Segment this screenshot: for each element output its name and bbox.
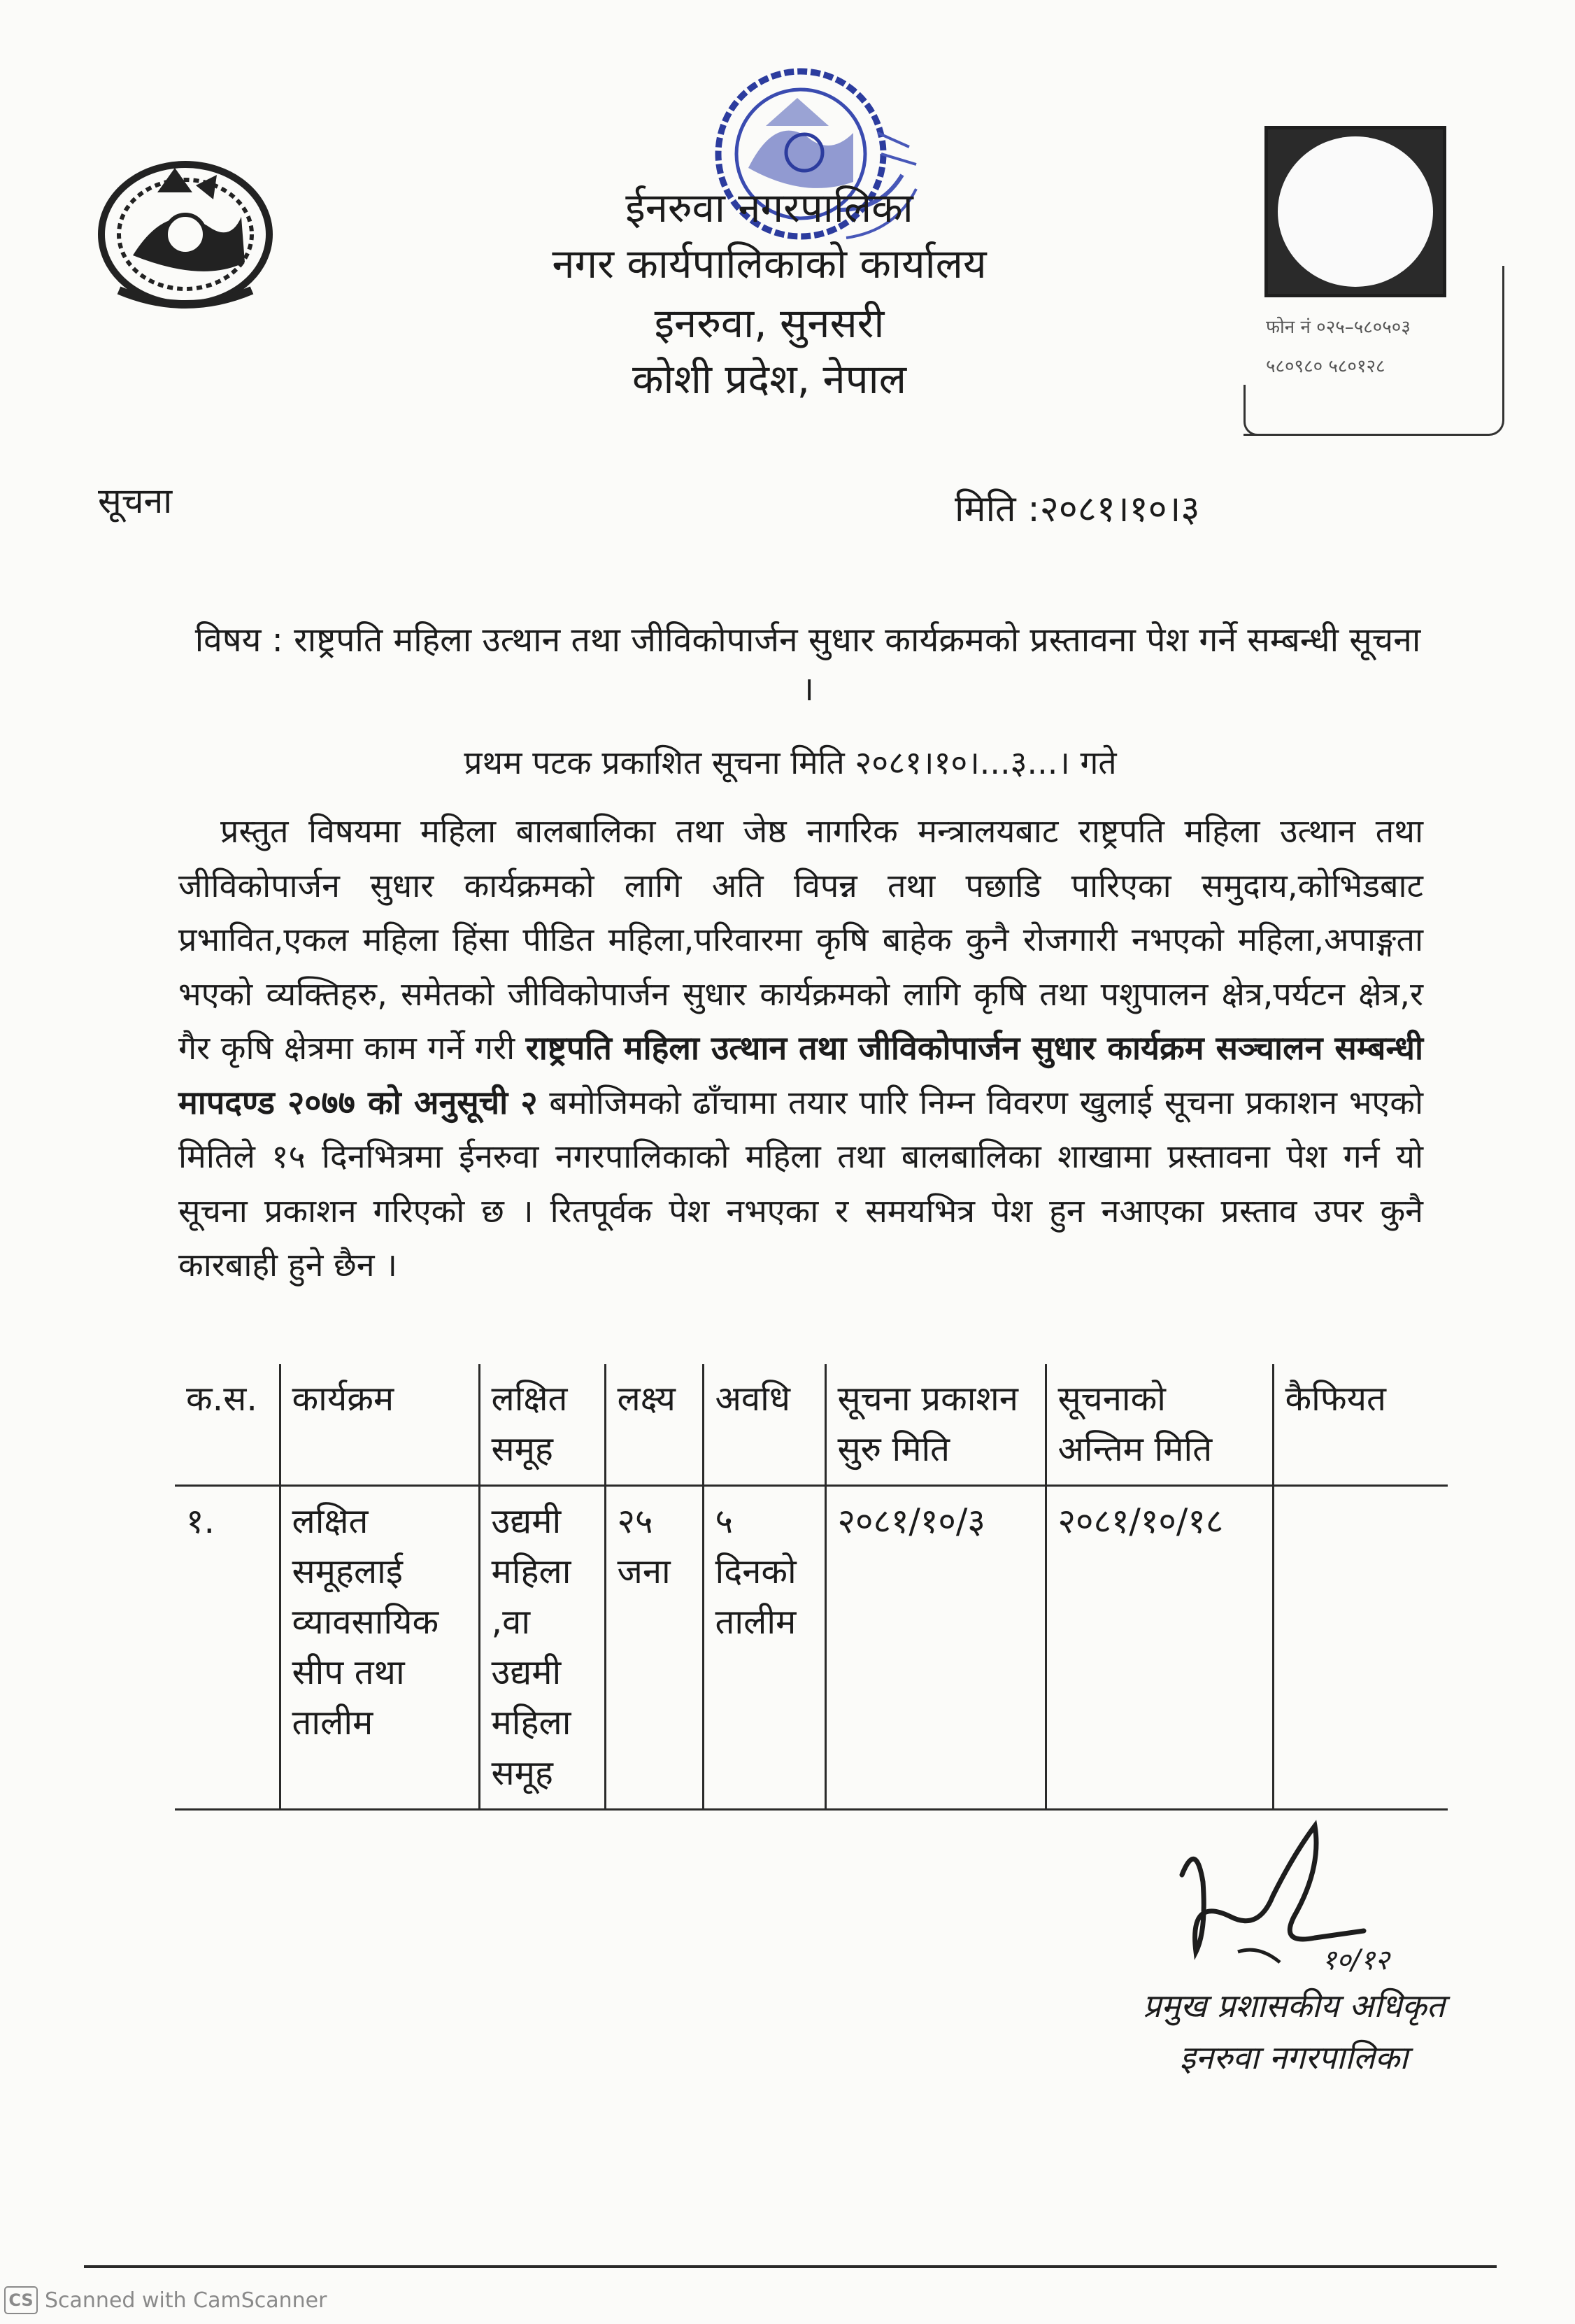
programme-table: [175, 1364, 1448, 1811]
scanner-text: Scanned with CamScanner: [45, 2288, 327, 2313]
notice-body: [178, 805, 1423, 1293]
phone-numbers: [1266, 308, 1497, 386]
first-publication-date: प्रथम पटक प्रकाशित सूचना मिति २०८१।१०।...३...। गते: [464, 744, 1117, 781]
signature: [1154, 1812, 1420, 1994]
body-bold-reference: राष्ट्रपति महिला उत्थान तथा जीविकोपार्जन सुधार कार्यक्रम सञ्चालन सम्बन्धी मापदण्ड २०७७ को अनुसूची २: [178, 1029, 1423, 1121]
signature-date-mark: १०/१२: [1322, 1944, 1390, 1976]
body-part-1: प्रस्तुत विषयमा महिला बालबालिका तथा जेष्ठ नागरिक मन्त्रालयबाट राष्ट्रपति महिला उत्थान तथा जीविकोपार्जन सुधार कार्यक्रमको लागि अति विपन्न तथा पछाडि पारिएका समुदाय,कोभिडबाट प्रभावित,एकल महिला हिंसा पीडित महिला,परिवारमा कृषि बाहेक कुनै रोजगारी नभएको महिला,अपाङ्गता भएको व्यक्तिहरु, समेतको जीविकोपार्जन सुधार कार्यक्रमको लागि कृषि तथा पशुपालन क्षेत्र,पर्यटन क्षेत्र,र गैर कृषि क्षेत्रमा काम गर्ने गरी: [178, 812, 1423, 1067]
cell-duration: ५ दिनको तालीम: [703, 1486, 825, 1810]
col-header-target-group: लक्षित समूह: [479, 1364, 605, 1486]
office-location: इनरुवा, सुनसरी: [654, 299, 885, 347]
municipality-name: ईनरुवा नगरपालिका: [625, 184, 913, 232]
cell-serial: १.: [175, 1486, 280, 1810]
notice-subject: [192, 616, 1423, 714]
col-header-serial: क.स.: [175, 1364, 280, 1486]
subject-prefix: विषय :: [194, 621, 283, 660]
notice-label: सूचना: [98, 481, 173, 521]
cell-target-group: उद्यमी महिला ,वा उद्यमी महिला समूह: [479, 1486, 605, 1810]
col-header-target: लक्ष्य: [605, 1364, 703, 1486]
cell-start-date: २०८१/१०/३: [825, 1486, 1046, 1810]
province-name: कोशी प्रदेश, नेपाल: [632, 355, 907, 403]
cell-programme: लक्षित समूहलाई व्यावसायिक सीप तथा तालीम: [280, 1486, 479, 1810]
signatory-block: [1098, 1980, 1490, 2083]
phone-line-2: ५८०९८० ५८०१२८: [1266, 356, 1385, 377]
body-part-2: बमोजिमको ढाँचामा तयार पारि निम्न विवरण खुलाई सूचना प्रकाशन भएको मितिले १५ दिनभित्रमा ईनरुवा नगरपालिकाको महिला तथा बालबालिका शाखामा प्रस्तावना पेश गर्न यो सूचना प्रकाशन गरिएको छ । रितपूर्वक पेश नभएका र समयभित्र पेश हुन नआएका प्रस्ताव उपर कुनै कारबाही हुने छैन ।: [178, 1083, 1424, 1284]
photo-frame-bracket-left: [1243, 385, 1267, 436]
photo-circle: [1278, 136, 1433, 287]
table-row: [175, 1486, 1448, 1810]
col-header-remarks: कैफियत: [1285, 1379, 1386, 1419]
col-header-start-date: सूचना प्रकाशन सुरु मिति: [825, 1364, 1046, 1486]
col-header-programme: कार्यक्रम: [280, 1364, 479, 1486]
subject-text: राष्ट्रपति महिला उत्थान तथा जीविकोपार्जन सुधार कार्यक्रमको प्रस्तावना पेश गर्ने सम्बन्धी सूचना ।: [294, 621, 1421, 709]
col-header-end-date: सूचनाको अन्तिम मिति: [1046, 1364, 1273, 1486]
signatory-designation: प्रमुख प्रशासकीय अधिकृत: [1143, 1987, 1445, 2025]
cell-remarks: [1273, 1486, 1448, 1810]
table-header-row: [175, 1364, 1448, 1486]
office-name: नगर कार्यपालिकाको कार्यालय: [552, 240, 987, 288]
scanner-watermark: [4, 2286, 327, 2314]
footer-rule: [84, 2265, 1497, 2268]
nepal-emblem: [91, 150, 280, 311]
phone-line-1: फोन नं ०२५–५८०५०३: [1266, 317, 1411, 338]
cell-end-date: २०८१/१०/१८: [1046, 1486, 1273, 1810]
notice-date: मिति :२०८१।१०।३: [955, 488, 1200, 530]
camscanner-logo-icon: CS: [4, 2286, 38, 2314]
cell-target: २५ जना: [605, 1486, 703, 1810]
col-header-duration: अवधि: [703, 1364, 825, 1486]
signatory-organization: इनरुवा नगरपालिका: [1179, 2039, 1409, 2076]
